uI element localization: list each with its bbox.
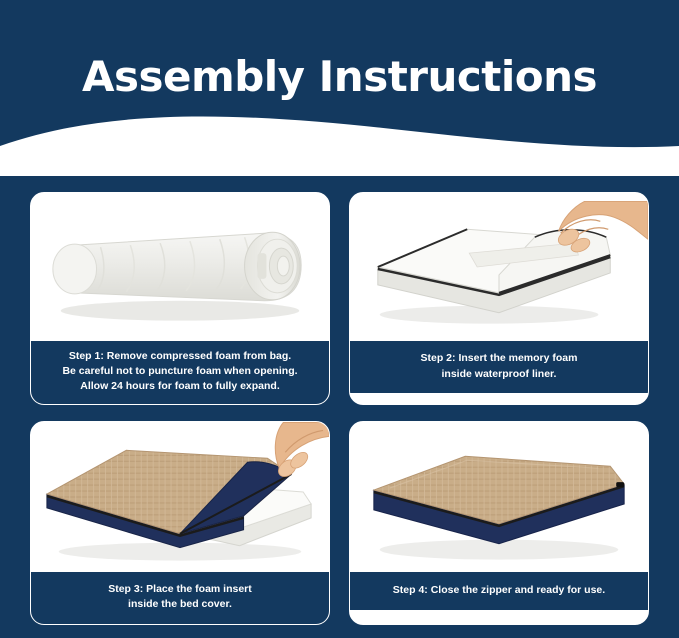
step-1-caption-line-1: Step 1: Remove compressed foam from bag. [68,350,292,362]
step-3-caption-line-2: inside the bed cover. [128,598,232,611]
hand-inserting-foam-into-liner-illustration [350,193,648,341]
step-1-caption [31,341,329,404]
step-card-1 [30,192,330,405]
steps-row-bottom [0,421,679,625]
step-3-caption [31,572,329,624]
step-2-image [350,193,648,341]
step-card-2 [349,192,649,405]
step-2-caption-line-1: Step 2: Insert the memory foam [420,352,578,365]
placing-foam-insert-into-cover-illustration [31,422,329,572]
steps-grid [0,192,679,625]
step-1-caption-line-2: Be careful not to puncture foam when opening. [62,365,298,378]
finished-bed-zipped-illustration [350,422,648,572]
header-banner [0,0,679,176]
page-title: Assembly Instructions [81,52,598,101]
step-4-caption-line-1: Step 4: Close the zipper and ready for use. [392,583,606,596]
step-2-caption [350,341,648,393]
step-4-image [350,422,648,572]
step-1-caption-line-3: Allow 24 hours for foam to fully expand. [80,380,280,393]
header-curve-decoration [0,110,679,176]
compressed-foam-roll-in-bag-illustration [31,193,329,341]
step-2-caption-line-2: inside waterproof liner. [441,367,557,380]
step-card-4 [349,421,649,625]
step-card-3 [30,421,330,625]
step-1-image [31,193,329,341]
step-3-image [31,422,329,572]
steps-row-top [0,192,679,405]
step-3-caption-line-1: Step 3: Place the foam insert [108,582,252,595]
step-4-caption [350,572,648,610]
